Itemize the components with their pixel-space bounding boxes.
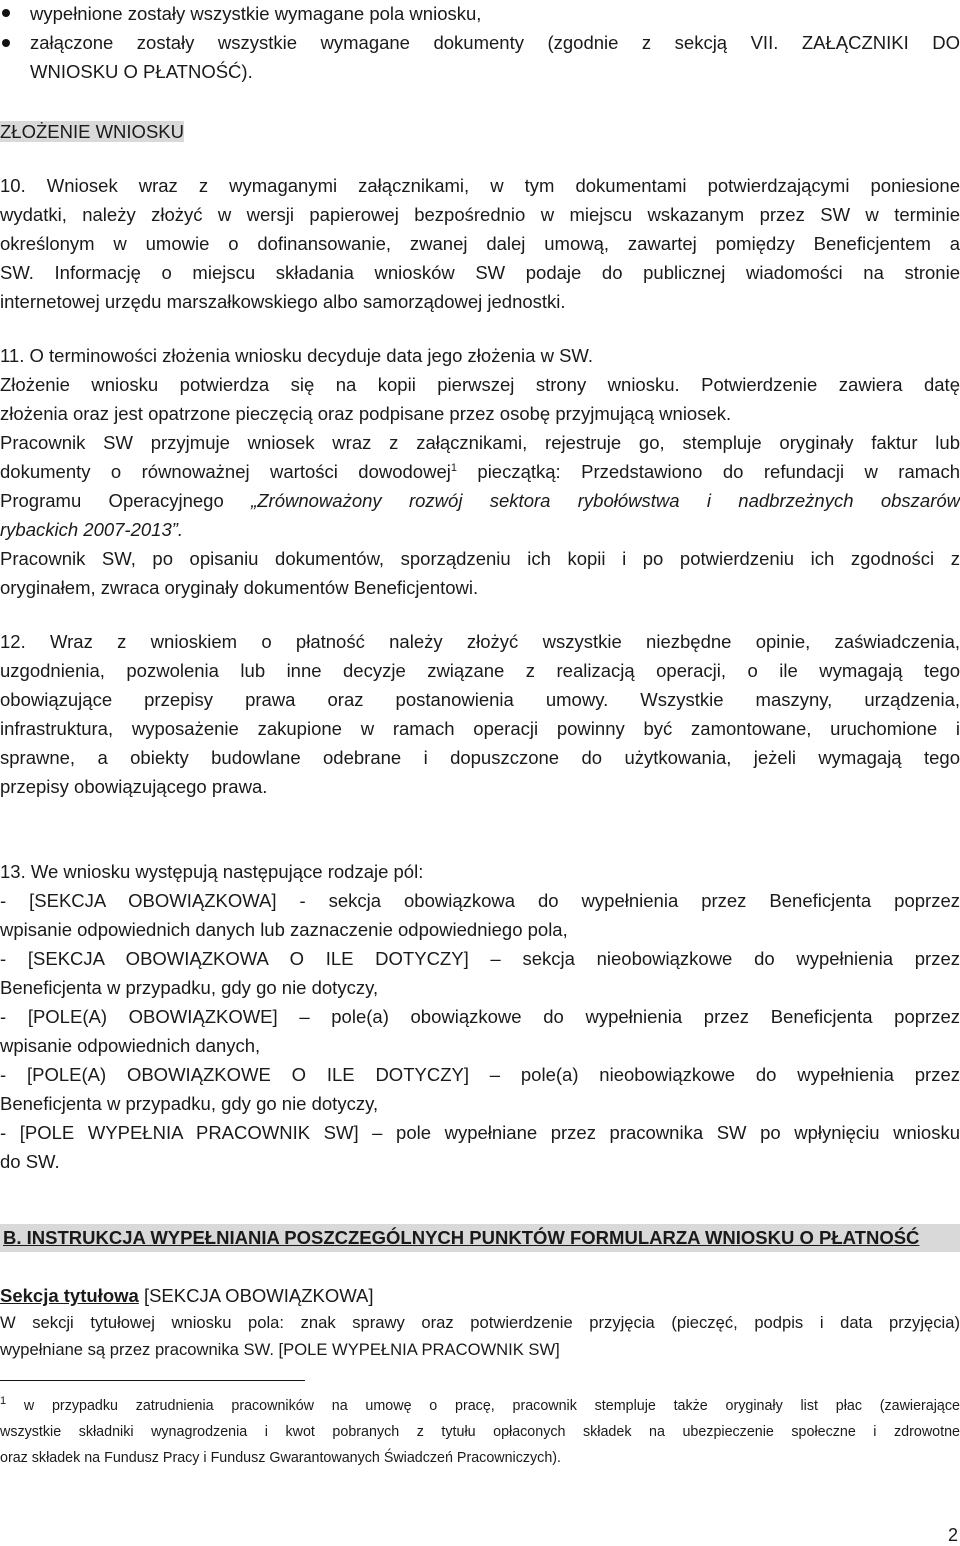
paragraph-13-line: - [SEKCJA OBOWIĄZKOWA] - sekcja obowiązkowa do wypełnienia przez Beneficjenta poprzez — [0, 890, 960, 911]
paragraph-10-line: 10. Wniosek wraz z wymaganymi załącznikami, w tym dokumentami potwierdzającymi poniesione — [0, 175, 960, 196]
footnote-mark: 1 — [0, 1395, 7, 1408]
paragraph-13-line: - [SEKCJA OBOWIĄZKOWA O ILE DOTYCZY] – sekcja nieobowiązkowe do wypełnienia przez — [0, 948, 960, 969]
footnote-separator — [0, 1380, 305, 1381]
section-b-heading: B. INSTRUKCJA WYPEŁNIANIA POSZCZEGÓLNYCH PUNKTÓW FORMULARZA WNIOSKU O PŁATNOŚĆ — [3, 1227, 920, 1248]
paragraph-11-line: dokumenty o równoważnej wartości dowodowej$^1$ pieczątką: Przedstawiono do refundacji w ramach — [0, 461, 960, 482]
paragraph-11-line: 11. O terminowości złożenia wniosku decyduje data jego złożenia w SW. — [0, 345, 593, 366]
paragraph-13-line: wpisanie odpowiednich danych lub zaznaczenie odpowiedniego pola, — [0, 919, 568, 940]
sekcja-tytulowa-heading: Sekcja tytułowa [SEKCJA OBOWIĄZKOWA] — [0, 1285, 374, 1306]
paragraph-12-line: przepisy obowiązującego prawa. — [0, 776, 268, 797]
sekcja-tytulowa-line: W sekcji tytułowej wniosku pola: znak sprawy oraz potwierdzenie przyjęcia (pieczęć, podpis i data przyjęcia) — [0, 1313, 960, 1332]
sekcja-tytulowa-line: wypełniane są przez pracownika SW. [POLE WYPEŁNIA PRACOWNIK SW] — [0, 1340, 560, 1359]
paragraph-11-line: Programu Operacyjnego „Zrównoważony rozwój sektora rybołówstwa i nadbrzeżnych obszarów — [0, 490, 960, 511]
paragraph-12-line: sprawne, a obiekty budowlane odebrane i dopuszczone do użytkowania, jeżeli wymagają tego — [0, 747, 960, 768]
paragraph-12-line: 12. Wraz z wnioskiem o płatność należy złożyć wszystkie niezbędne opinie, zaświadczenia, — [0, 631, 960, 652]
paragraph-13-line: Beneficjenta w przypadku, gdy go nie dotyczy, — [0, 1093, 379, 1114]
paragraph-11-line: rybackich 2007-2013”. — [0, 519, 184, 540]
paragraph-10-line: SW. Informację o miejscu składania wniosków SW podaje do publicznej wiadomości na stronie — [0, 262, 960, 283]
footnote-line: $^1$ w przypadku zatrudnienia pracowników na umowę o pracę, pracownik stempluje także oryginały list płac (zawierające — [0, 1395, 960, 1414]
bullet-icon — [2, 9, 10, 17]
paragraph-13-line: 13. We wniosku występują następujące rodzaje pól: — [0, 861, 424, 882]
paragraph-13-line: - [POLE(A) OBOWIĄZKOWE] – pole(a) obowiązkowe do wypełnienia przez Beneficjenta poprzez — [0, 1006, 960, 1027]
paragraph-13-line: Beneficjenta w przypadku, gdy go nie dotyczy, — [0, 977, 379, 998]
paragraph-12-line: uzgodnienia, pozwolenia lub inne decyzje związane z realizacją operacji, o ile wymagają tego — [0, 660, 960, 681]
bullet-item: wypełnione zostały wszystkie wymagane pola wniosku, — [30, 3, 482, 24]
paragraph-10-line: internetowej urzędu marszałkowskiego albo samorządowej jednostki. — [0, 291, 566, 312]
page-number: 2 — [947, 1525, 958, 1545]
paragraph-13-line: - [POLE(A) OBOWIĄZKOWE O ILE DOTYCZY] – pole(a) nieobowiązkowe do wypełnienia przez — [0, 1064, 960, 1085]
paragraph-11-line: oryginałem, zwraca oryginały dokumentów Beneficjentowi. — [0, 577, 479, 598]
bullet-item: załączone zostały wszystkie wymagane dokumenty (zgodnie z sekcją VII. ZAŁĄCZNIKI DO — [30, 32, 960, 53]
footnote-line: oraz składek na Fundusz Pracy i Fundusz Gwarantowanych Świadczeń Pracowniczych). — [0, 1450, 562, 1466]
paragraph-11-line: Pracownik SW przyjmuje wniosek wraz z załącznikami, rejestruje go, stempluje oryginały faktur lub — [0, 432, 960, 453]
heading-zlozenie-wniosku: ZŁOŻENIE WNIOSKU — [0, 121, 184, 142]
paragraph-11-line: Pracownik SW, po opisaniu dokumentów, sporządzeniu ich kopii i po potwierdzeniu ich zgodności z — [0, 548, 960, 569]
paragraph-11-line: złożenia oraz jest opatrzone pieczęcią oraz podpisane przez osobę przyjmującą wniosek. — [0, 403, 732, 424]
paragraph-13-line: do SW. — [0, 1151, 60, 1172]
paragraph-12-line: infrastruktura, wyposażenie zakupione w ramach operacji powinny być zamontowane, uruchomione i — [0, 718, 960, 739]
paragraph-11-line: Złożenie wniosku potwierdza się na kopii pierwszej strony wniosku. Potwierdzenie zawiera datę — [0, 374, 960, 395]
bullet-icon — [2, 39, 10, 47]
paragraph-10-line: określonym w umowie o dofinansowanie, zwanej dalej umową, zawartej pomiędzy Beneficjentem a — [0, 233, 960, 254]
footnote-reference: 1 — [450, 461, 457, 474]
footnote-line: wszystkie składniki wynagrodzenia i kwot pobranych z tytułu opłaconych składek na ubezpieczenie społeczne i zdrowotne — [0, 1424, 960, 1440]
paragraph-12-line: obowiązujące przepisy prawa oraz postanowienia umowy. Wszystkie maszyny, urządzenia, — [0, 689, 960, 710]
bullet-item-continuation: WNIOSKU O PŁATNOŚĆ). — [30, 61, 253, 82]
paragraph-10-line: wydatki, należy złożyć w wersji papierowej bezpośrednio w miejscu wskazanym przez SW w terminie — [0, 204, 960, 225]
paragraph-13-line: wpisanie odpowiednich danych, — [0, 1035, 261, 1056]
paragraph-13-line: - [POLE WYPEŁNIA PRACOWNIK SW] – pole wypełniane przez pracownika SW po wpłynięciu wniosku — [0, 1122, 960, 1143]
